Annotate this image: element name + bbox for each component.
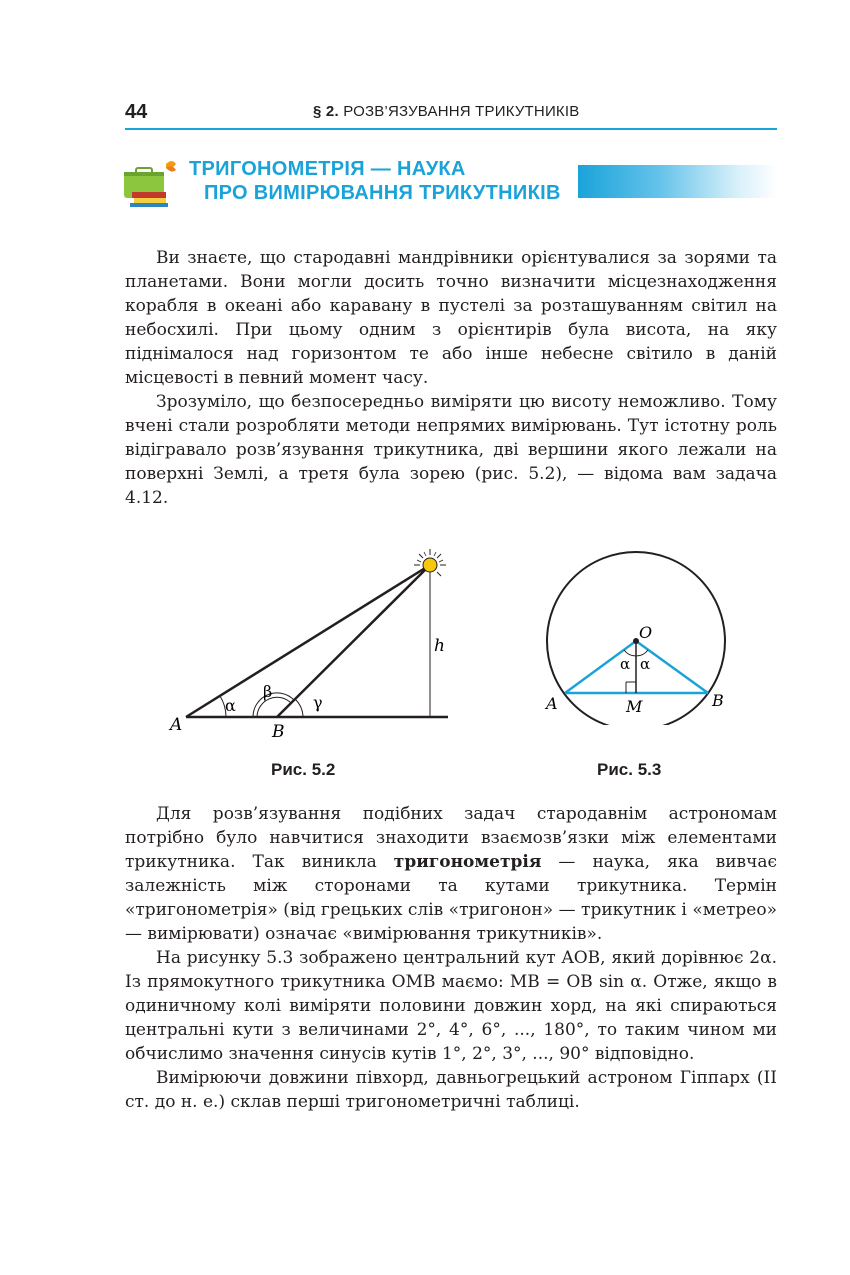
label-beta: β (263, 682, 273, 701)
label-alpha: α (225, 696, 236, 715)
right-angle-mark (626, 682, 636, 693)
section-title-line-2: ПРО ВИМІРЮВАННЯ ТРИКУТНИКІВ (204, 182, 561, 204)
caption-fig-5-2: Рис. 5.2 (271, 760, 336, 779)
angle-gamma-arc (295, 699, 303, 717)
label-gamma: γ (313, 693, 323, 712)
section-title-line-1: ТРИГОНОМЕТРІЯ — НАУКА (189, 158, 466, 180)
paragraph (125, 802, 777, 946)
running-head (313, 103, 579, 120)
label-O: O (639, 623, 653, 642)
header-rule (125, 128, 777, 130)
side-BS (277, 565, 430, 717)
figure-5-2 (160, 540, 470, 750)
label-h: h (434, 636, 445, 656)
label-A: A (170, 715, 183, 735)
paragraph: Ви знаєте, що стародавні мандрівники орієнтувалися за зорями та планетами. Вони могли досить точно визначити місцезнаходження корабля в океані або каравану в пустелі за розташуванням світил на небосхилі. При цьому одним з орієнтирів була висота, на яку піднімалося над горизонтом те або інше небесне світило в даній місцевості в певний момент часу. (125, 248, 777, 388)
text-run: — наука, яка вивчає залежність між сторонами та кутами трикутника. Термін «тригонометрія» (від грецьких слів «тригонон» — трикутник і «метрео» — вимірювати) означає «вимірювання трикутників». (125, 852, 777, 944)
side-AS (186, 565, 430, 717)
label-alpha-left: α (620, 655, 631, 673)
text-run: Для розв’язування подібних задач стародавнім астрономам потрібно було навчитися знаходити взаємозв’язки між елементами трикутника. Так виникла (125, 804, 777, 872)
label-B: B (712, 691, 724, 710)
books-butterfly-icon (122, 158, 180, 208)
paragraph: На рисунку 5.3 зображено центральний кут AOB, який дорівнює 2α. Із прямокутного трикутника OMB маємо: MB = OB sin α. Отже, якщо в одиничному колі виміряти половини довжин хорд, на які спираються центральні кути з величинами 2°, 4°, 6°, ..., 180°, то таким чином ми обчислимо значення синусів кутів 1°, 2°, 3°, ..., 90° відповідно. (125, 948, 777, 1064)
paragraph: Зрозуміло, що безпосередньо виміряти цю висоту неможливо. Тому вчені стали розробляти методи непрямих вимірювань. Тут істотну роль відігравало розв’язування трикутника, дві вершини якого лежали на поверхні Землі, а третя була зорею (рис. 5.2), — відома вам задача 4.12. (125, 392, 777, 508)
section-title: РОЗВ’ЯЗУВАННЯ ТРИКУТНИКІВ (343, 103, 580, 120)
term-bold: тригонометрія (393, 852, 542, 872)
page-number: 44 (125, 101, 148, 123)
figure-5-3 (540, 535, 740, 725)
paragraph: Вимірюючи довжини півхорд, давньогрецький астроном Гіппарх (II ст. до н. е.) склав перші тригонометричні таблиці. (125, 1068, 777, 1112)
label-M: M (626, 697, 643, 716)
section-number: § 2. (313, 103, 339, 120)
label-B: B (272, 722, 285, 742)
title-accent-bar (578, 165, 778, 198)
label-alpha-right: α (640, 655, 651, 673)
caption-fig-5-3: Рис. 5.3 (597, 760, 662, 779)
body-text (125, 802, 777, 1114)
intro-text (125, 246, 777, 510)
label-A: A (546, 694, 558, 713)
